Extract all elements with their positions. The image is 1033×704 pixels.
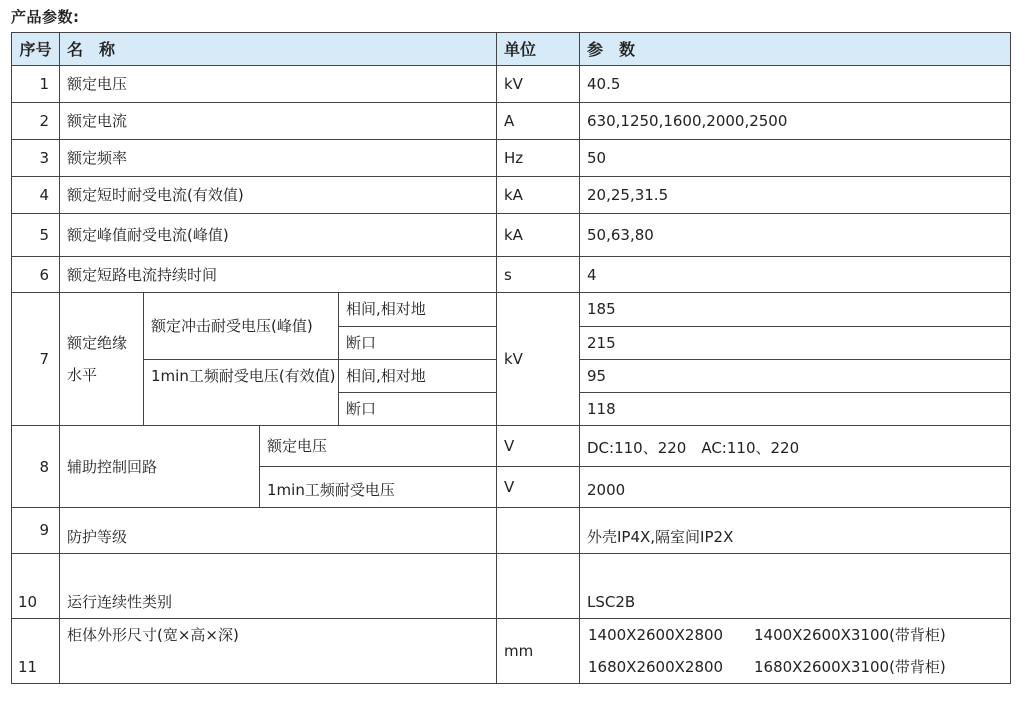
row7-seq: 7 xyxy=(12,293,60,426)
row-unit: s xyxy=(497,257,580,293)
row9-value: 外壳IP4X,隔室间IP2X xyxy=(580,508,1011,554)
header-unit: 单位 xyxy=(497,33,580,66)
row7-phase-label-2: 相间,相对地 xyxy=(339,360,497,393)
row-unit: A xyxy=(497,103,580,140)
row11-name: 柜体外形尺寸(宽×高×深) xyxy=(60,619,497,684)
row-name: 额定峰值耐受电流(峰值) xyxy=(60,214,497,257)
row-name: 额定短路电流持续时间 xyxy=(60,257,497,293)
row7-name: 额定绝缘水平 xyxy=(60,293,144,426)
row7-power-freq-label: 1min工频耐受电压(有效值) xyxy=(144,360,339,426)
row7-unit: kV xyxy=(497,293,580,426)
row10-value: LSC2B xyxy=(580,554,1011,619)
row9-unit xyxy=(497,508,580,554)
row7-break-label-1: 断口 xyxy=(339,327,497,360)
row-seq: 1 xyxy=(12,66,60,103)
row-value: 20,25,31.5 xyxy=(580,177,1011,214)
row-seq: 5 xyxy=(12,214,60,257)
row-value: 4 xyxy=(580,257,1011,293)
row10-name: 运行连续性类别 xyxy=(60,554,497,619)
row-seq: 2 xyxy=(12,103,60,140)
row9-name: 防护等级 xyxy=(60,508,497,554)
row-unit: kA xyxy=(497,177,580,214)
header-name: 名 称 xyxy=(60,33,497,66)
dimension-1: 1400X2600X2800 xyxy=(588,626,724,644)
row-unit: kA xyxy=(497,214,580,257)
row7-value-1: 185 xyxy=(580,293,1011,327)
row10-seq: 10 xyxy=(12,554,60,619)
row7-value-4: 118 xyxy=(580,393,1011,426)
row-name: 额定频率 xyxy=(60,140,497,177)
row8-value-1: DC:110、220 AC:110、220 xyxy=(580,426,1011,467)
row9-seq: 9 xyxy=(12,508,60,554)
row7-value-2: 215 xyxy=(580,327,1011,360)
row7-phase-label-1: 相间,相对地 xyxy=(339,293,497,327)
row10-unit xyxy=(497,554,580,619)
row-seq: 6 xyxy=(12,257,60,293)
row8-power-freq-label: 1min工频耐受电压 xyxy=(260,467,497,508)
page-title: 产品参数: xyxy=(11,8,80,26)
dimension-4: 1680X2600X3100(带背柜) xyxy=(754,658,946,676)
row-seq: 4 xyxy=(12,177,60,214)
row7-break-label-2: 断口 xyxy=(339,393,497,426)
row8-unit-2: V xyxy=(497,467,580,508)
row8-seq: 8 xyxy=(12,426,60,508)
row7-impulse-label: 额定冲击耐受电压(峰值) xyxy=(144,293,339,360)
row8-name: 辅助控制回路 xyxy=(60,426,260,508)
dimension-2: 1400X2600X3100(带背柜) xyxy=(754,626,946,644)
row11-seq: 11 xyxy=(12,619,60,684)
row-unit: kV xyxy=(497,66,580,103)
header-param: 参 数 xyxy=(580,33,1011,66)
row-name: 额定电压 xyxy=(60,66,497,103)
row-value: 50,63,80 xyxy=(580,214,1011,257)
row-value: 40.5 xyxy=(580,66,1011,103)
row-seq: 3 xyxy=(12,140,60,177)
row11-value xyxy=(580,619,1011,684)
row8-value-2: 2000 xyxy=(580,467,1011,508)
row-name: 额定电流 xyxy=(60,103,497,140)
header-seq: 序号 xyxy=(12,33,60,66)
row8-rated-voltage-label: 额定电压 xyxy=(260,426,497,467)
row8-unit-1: V xyxy=(497,426,580,467)
row-name: 额定短时耐受电流(有效值) xyxy=(60,177,497,214)
row-unit: Hz xyxy=(497,140,580,177)
row7-value-3: 95 xyxy=(580,360,1011,393)
dimension-3: 1680X2600X2800 xyxy=(588,658,724,676)
row11-unit: mm xyxy=(497,619,580,684)
row-value: 50 xyxy=(580,140,1011,177)
row-value: 630,1250,1600,2000,2500 xyxy=(580,103,1011,140)
